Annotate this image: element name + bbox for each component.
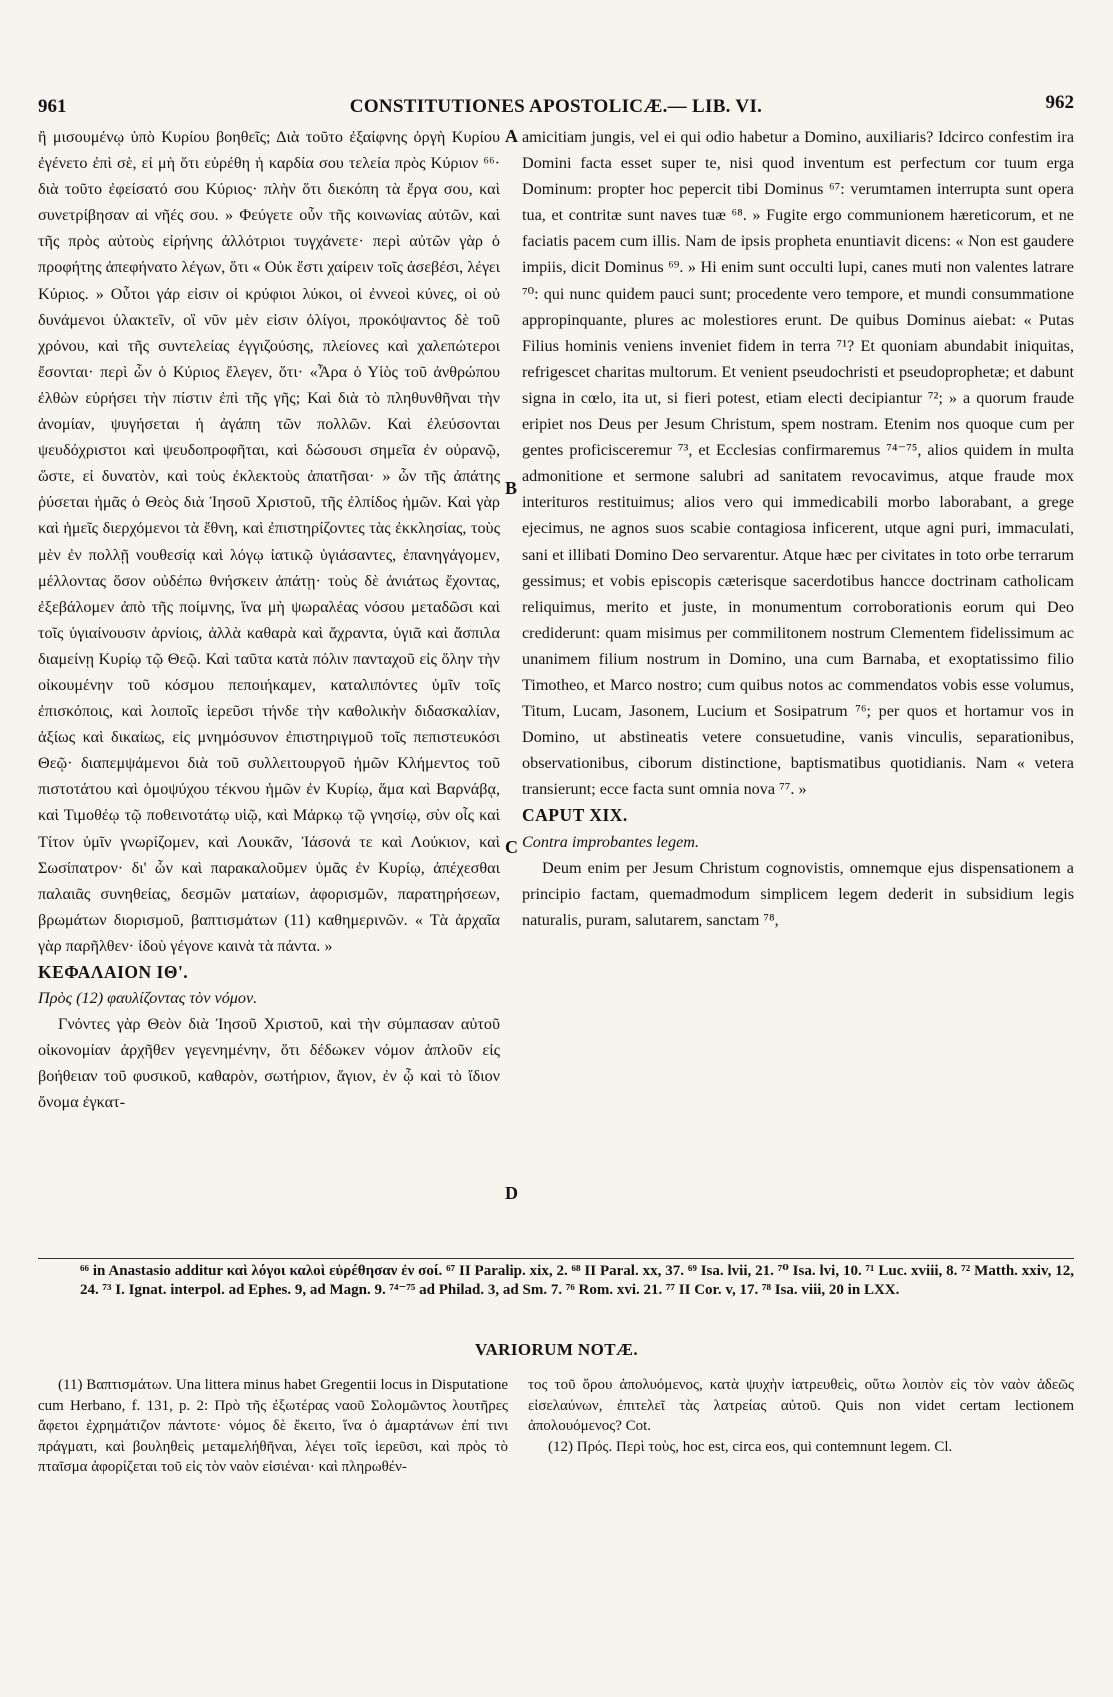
footnote-divider	[38, 1258, 1074, 1259]
greek-paragraph-2: Γνόντες γὰρ Θεὸν διὰ Ἰησοῦ Χριστοῦ, καὶ τὴν σύμπασαν αὐτοῦ οἰκονομίαν ἀρχῆθεν γεγενημένην, ὅτι δέδωκεν νόμον ἁπλοῦν εἰς βοήθειαν τοῦ φυσικοῦ, καθαρὸν, σωτήριον, ἅγιον, ἐν ᾧ καὶ τὸ ἴδιον ὄνομα ἐγκατ-	[38, 1015, 500, 1112]
margin-marker-d: D	[505, 1183, 518, 1203]
greek-paragraph-1: ἢ μισουμένῳ ὑπὸ Κυρίου βοηθεῖς; Διὰ τοῦτο ἐξαίφνης ὀργὴ Κυρίου ἐγένετο ἐπὶ σὲ, εἰ μὴ ὅτι εὑρέθη ἡ καρδία σου τελεία πρὸς Κύριον ⁶⁶· διὰ τοῦτο ἐφείσατό σου Κύριος· πλὴν ὅτι διεκόπη τὰ ἔργα σου, καὶ συνετρίβησαν αἱ νῆές σου. » Φεύγετε οὖν τῆς κοινωνίας αὐτῶν, καὶ τῆς πρὸς αὐτοὺς εἰρήνης ἀλλότριοι τυγχάνετε· περὶ αὐτῶν γὰρ ὁ προφήτης ἀπεφήνατο λέγων, ὅτι « Οὐκ ἔστι χαίρειν τοῖς ἀσεβέσι, λέγει Κύριος. » Οὗτοι γάρ εἰσιν οἱ κρύφιοι λύκοι, οἱ ἐννεοὶ κύνες, οἱ οὐ δυνάμενοι ὑλακτεῖν, οἳ νῦν μὲν εἰσιν ὀλίγοι, προκόψαντος δὲ τοῦ χρόνου, καὶ τῆς συντελείας ἐγγιζούσης, πλείονες καὶ χαλεπώτεροι ἔσονται· περὶ ὧν ὁ Κύριος ἔλεγεν, ὅτι· «Ἆρα ὁ Υἱὸς τοῦ ἀνθρώπου ἐλθὼν εὑρήσει τὴν πίστιν ἐπὶ τῆς γῆς; Καὶ διὰ τὸ πληθυνθῆναι τὴν ἀνομίαν, ψυγήσεται ἡ ἀγάπη τῶν πολλῶν. Καὶ ἐλεύσονται ψευδόχριστοι καὶ ψευδοπροφῆται, καὶ δώσουσι σημεῖα ἐν οὐρανῷ, ὥστε, εἰ δυνατὸν, καὶ τοὺς ἐκλεκτοὺς ἀπατῆσαι· » ὧν τῆς ἀπάτης ῥύσεται ἡμᾶς ὁ Θεὸς διὰ Ἰησοῦ Χριστοῦ, τῆς ἐλπίδος ἡμῶν. Καὶ γὰρ καὶ ἡμεῖς διερχόμενοι τὰ ἔθνη, καὶ ἐπιστηρίζοντες τὰς ἐκκλησίας, τοὺς μὲν ἐν πολλῇ νουθεσίᾳ καὶ λόγῳ ἰατικῷ ὑγιάσαντες, ἐπανηγάγομεν, μέλλοντας ὅσον οὐδέπω θνήσκειν ἀπάτῃ· τοὺς δὲ ἀνιάτως ἔχοντας, ἐξεβάλομεν ἀπὸ τῆς ποίμνης, ἵνα μὴ ψωραλέας νόσου μεταδῶσι καὶ τοῖς ὑγιαίνουσιν ἀρνίοις, ἀλλὰ καθαρὰ καὶ ἄχραντα, ὑγιᾶ καὶ ἄσπιλα διαμείνῃ Κυρίῳ τῷ Θεῷ. Καὶ ταῦτα κατὰ πόλιν πανταχοῦ εἰς ὅλην τὴν οἰκουμένην τοῦ κόσμου πεποιήκαμεν, καταλιπόντες ὑμῖν τοῖς ἐπισκόποις, καὶ λοιποῖς ἱερεῦσι τήνδε τὴν καθολικὴν διδασκαλίαν, ἀξίως καὶ δικαίως, εἰς μνημόσυνον ἐπιστηριγμοῦ τοῖς πεπιστευκόσι Θεῷ· διαπεμψάμενοι διὰ τοῦ συλλειτουργοῦ ἡμῶν Κλήμεντος τοῦ πιστοτάτου καὶ ὁμοψύχου τέκνου ἡμῶν ἐν Κυρίῳ, ἅμα καὶ Βαρνάβᾳ, καὶ Τιμοθέῳ τῷ ποθεινοτάτῳ υἱῷ, καὶ Μάρκῳ τῷ γνησίῳ, σὺν οἷς καὶ Τίτον ὑμῖν γνωρίζομεν, καὶ Λουκᾶν, Ἰάσονά τε καὶ Λούκιον, καὶ Σωσίπατρον· δι' ὧν καὶ παρακαλοῦμεν ὑμᾶς ἐν Κυρίῳ, ἀπέχεσθαι παλαιᾶς συνηθείας, δεσμῶν ματαίων, ἀφορισμῶν, παρατηρήσεων, βρωμάτων διορισμοῦ, βαπτισμάτων (11) καθημερινῶν. « Τὰ ἀρχαῖα γὰρ παρῆλθεν· ἰδοὺ γέγονε καινὰ τὰ πάντα. »	[38, 128, 500, 955]
variorum-notes-right	[528, 1375, 1074, 1457]
greek-chapter-title: ΚΕΦΑΛΑΙΟΝ ΙΘ'.	[38, 962, 189, 982]
page-number-left: 961	[38, 96, 67, 117]
footnotes: ⁶⁶ in Anastasio additur καὶ λόγοι καλοὶ εὑρέθησαν ἐν σοί. ⁶⁷ II Paralip. xix, 2. ⁶⁸ II Paral. xx, 37. ⁶⁹ Isa. lvii, 21. ⁷⁰ Isa. lvi, 10. ⁷¹ Luc. xviii, 8. ⁷² Matth. xxiv, 12, 24. ⁷³ I. Ignat. interpol. ad Ephes. 9, ad Magn. 9. ⁷⁴⁻⁷⁵ ad Philad. 3, ad Sm. 7. ⁷⁶ Rom. xvi. 21. ⁷⁷ II Cor. v, 17. ⁷⁸ Isa. viii, 20 in LXX.	[80, 1263, 1074, 1298]
latin-column	[522, 124, 1074, 933]
running-title: CONSTITUTIONES APOSTOLICÆ.— LIB. VI.	[349, 96, 763, 117]
greek-column	[38, 124, 500, 1116]
greek-chapter-subtitle: Πρὸς (12) φαυλίζοντας τὸν νόμον.	[38, 989, 258, 1008]
variorum-title: VARIORUM NOTÆ.	[474, 1340, 639, 1359]
margin-marker-a: A	[505, 126, 518, 146]
page-number-right: 962	[1045, 92, 1074, 113]
variorum-note-11: (11) Βαπτισμάτων. Una littera minus habet Gregentii locus in Disputatione cum Herbano, f. 131, p. 2: Πρὸ τῆς ἐξωτέρας ναοῦ Σολομῶντος λουτῆρες ἄφετοι ἐχρημάτιζον πάντοτε· νόμος δὲ ἔκειτο, ἵνα ὁ ἁμαρτάνων ἐπί τινι πράγματι, καὶ βουληθεὶς μεταμελήθῆναι, λέγει τοῖς ἱερεῦσι, καὶ πρὸς τὸ πταῖσμα ἀφορίζεται τοῦ εἰς τὸν ναὸν εἰσιέναι· καὶ πληρωθέν-	[38, 1377, 508, 1475]
variorum-note-11-cont: τος τοῦ ὅρου ἀπολυόμενος, κατὰ ψυχὴν ἰατρευθεὶς, οὕτω λοιπὸν εἰς τὸν ναὸν ἀδεῶς εἰσελαύνων, ἐπιτελεῖ τὰς λατρείας αὐτοῦ. Quis non videt certam lectionem ἀπολουόμενος? Cot.	[528, 1377, 1074, 1434]
page-header	[38, 92, 1074, 122]
margin-marker-c: C	[505, 837, 518, 857]
variorum-notes-left	[38, 1375, 508, 1478]
latin-chapter-title: CAPUT XIX.	[522, 805, 628, 826]
variorum-note-12: (12) Πρός. Περὶ τοὺς, hoc est, circa eos, qui contemnunt legem. Cl.	[548, 1438, 953, 1455]
margin-marker-b: B	[505, 478, 518, 498]
latin-chapter-subtitle: Contra improbantes legem.	[522, 832, 700, 851]
latin-paragraph-2: Deum enim per Jesum Christum cognovistis, omnemque ejus dispensationem a principio factam, quemadmodum simplicem legem dederit in subsidium legis naturalis, puram, salutarem, sanctam ⁷⁸,	[522, 858, 1074, 929]
latin-paragraph-1: amicitiam jungis, vel ei qui odio habetur a Domino, auxiliaris? Idcirco confestim ira Domini facta esset super te, nisi quod inventum est perfectum cor tuum erga Dominum: propter hoc pepercit tibi Dominus ⁶⁷: verumtamen interrupta sunt opera tua, et contritæ sunt naves tuæ ⁶⁸. » Fugite ergo communionem hæreticorum, et ne faciatis pacem cum illis. Nam de ipsis propheta enuntiavit dicens: « Non est gaudere impiis, dicit Dominus ⁶⁹. » Hi enim sunt occulti lupi, canes muti non valentes latrare ⁷⁰: qui nunc quidem pauci sunt; procedente vero tempore, et mundi consummatione appropinquante, plures ac molestiores erunt. De quibus Dominus aiebat: « Putas Filius hominis veniens inveniet fidem in terra ⁷¹? Et quoniam abundabit iniquitas, refrigescet charitas multorum. Et venient pseudochristi et pseudoprophetæ; et dabunt signa in cœlo, ita ut, si fieri potest, etiam electi decipiantur ⁷²; » a quorum fraude eripiet nos Deus per Jesum Christum, spem nostram. Etenim nos quoque cum per gentes proficisceremur ⁷³, et Ecclesias confirmaremus ⁷⁴⁻⁷⁵, alios quidem in multa admonitione et sermone salubri ad sanitatem revocavimus, atque fraude mox interituros restituimus; alios vero qui immedicabili morbo laborabant, a grege ejecimus, ne agnos suos scabie contagiosa inficerent, utque agni puri, immaculati, sani et illibati Domino Deo servarentur. Atque hæc per civitates in toto orbe terrarum gessimus; et vobis episcopis cæterisque sacerdotibus hancce doctrinam catholicam reliquimus, merito et juste, in monumentum corroborationis eorum qui Deo crediderunt: quam misimus per commilitonem nostrum Clementem fidelissimum ac unanimem filium nostrum in Domino, una cum Barnaba, et exoptatissimo filio Timotheo, et Marco nostro; cum quibus notos ac commendatos vobis esse volumus, Titum, Lucam, Jasonem, Lucium et Sosipatrum ⁷⁶; per quos et hortamur vos in Domino, ut abstineatis vetere consuetudine, vanis vinculis, separationibus, observationibus, ciborum distinctione, baptismatibus quotidianis. Nam « vetera transierunt; ecce facta sunt omnia nova ⁷⁷. »	[522, 128, 1074, 799]
